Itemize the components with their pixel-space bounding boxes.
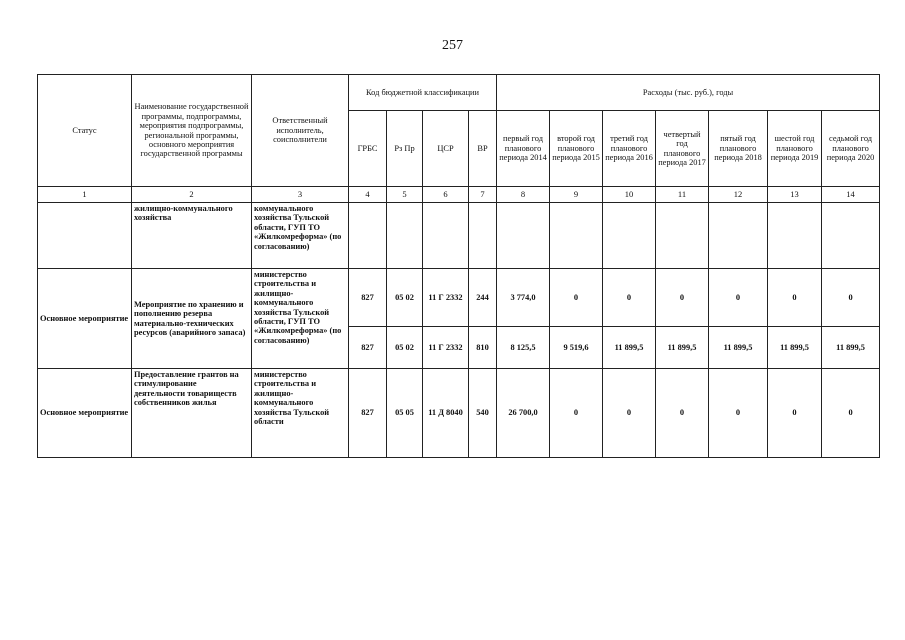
budget-table <box>37 74 880 458</box>
cell-rzpr: 05 05 <box>387 369 423 458</box>
cell-2016: 0 <box>603 269 656 327</box>
cell-2018: 11 899,5 <box>709 327 768 369</box>
cell-2017 <box>656 203 709 269</box>
header-name: Наименование государственной программы, подпрограммы, мероприятия подпрограммы, региональной программы, основного мероприятия государственной программы <box>132 75 252 187</box>
column-number: 3 <box>252 187 349 203</box>
cell-2015 <box>550 203 603 269</box>
cell-2020: 0 <box>822 269 880 327</box>
column-number: 9 <box>550 187 603 203</box>
cell-2018: 0 <box>709 269 768 327</box>
cell-grbs: 827 <box>349 369 387 458</box>
cell-2016 <box>603 203 656 269</box>
cell-2019: 0 <box>768 369 822 458</box>
header-budget-codes: Код бюджетной классификации <box>349 75 497 111</box>
row-status: Основное мероприятие <box>38 369 132 458</box>
column-number: 12 <box>709 187 768 203</box>
column-number: 4 <box>349 187 387 203</box>
cell-grbs: 827 <box>349 327 387 369</box>
column-number: 13 <box>768 187 822 203</box>
row-status: Основное мероприятие <box>38 269 132 369</box>
header-year-2016: третий год планового периода 2016 <box>603 111 656 187</box>
header-status: Статус <box>38 75 132 187</box>
cell-vr <box>469 203 497 269</box>
cell-2014: 3 774,0 <box>497 269 550 327</box>
cell-2015: 0 <box>550 269 603 327</box>
table-row <box>38 369 880 458</box>
header-year-2019: шестой год планового периода 2019 <box>768 111 822 187</box>
page-number: 257 <box>442 38 463 53</box>
cell-2020: 0 <box>822 369 880 458</box>
header-year-2014: первый год планового периода 2014 <box>497 111 550 187</box>
header-csr: ЦСР <box>423 111 469 187</box>
header-year-2020: седьмой год планового периода 2020 <box>822 111 880 187</box>
column-numbers-row <box>38 187 880 203</box>
cell-2019: 0 <box>768 269 822 327</box>
cell-rzpr: 05 02 <box>387 327 423 369</box>
cell-2020: 11 899,5 <box>822 327 880 369</box>
cell-2019 <box>768 203 822 269</box>
row-executor: коммунального хозяйства Тульской области, ГУП ТО «Жилкомреформа» (по согласованию) <box>252 203 349 269</box>
column-number: 5 <box>387 187 423 203</box>
row-executor: министерство строительства и жилищно-коммунального хозяйства Тульской области <box>252 369 349 458</box>
header-year-2015: второй год планового периода 2015 <box>550 111 603 187</box>
cell-2020 <box>822 203 880 269</box>
column-number: 11 <box>656 187 709 203</box>
column-number: 14 <box>822 187 880 203</box>
cell-csr <box>423 203 469 269</box>
cell-2015: 9 519,6 <box>550 327 603 369</box>
cell-vr: 244 <box>469 269 497 327</box>
row-name: Предоставление грантов на стимулирование деятельности товариществ собственников жилья <box>132 369 252 458</box>
cell-2019: 11 899,5 <box>768 327 822 369</box>
table-row <box>38 203 880 269</box>
header-rzpr: Рз Пр <box>387 111 423 187</box>
row-status <box>38 203 132 269</box>
cell-2016: 0 <box>603 369 656 458</box>
table-row <box>38 269 880 327</box>
cell-2018 <box>709 203 768 269</box>
header-year-2018: пятый год планового периода 2018 <box>709 111 768 187</box>
cell-vr: 540 <box>469 369 497 458</box>
cell-grbs <box>349 203 387 269</box>
cell-csr: 11 Д 8040 <box>423 369 469 458</box>
header-vr: ВР <box>469 111 497 187</box>
cell-csr: 11 Г 2332 <box>423 327 469 369</box>
column-number: 10 <box>603 187 656 203</box>
cell-vr: 810 <box>469 327 497 369</box>
cell-grbs: 827 <box>349 269 387 327</box>
cell-csr: 11 Г 2332 <box>423 269 469 327</box>
column-number: 1 <box>38 187 132 203</box>
row-name: жилищно-коммунального хозяйства <box>132 203 252 269</box>
header-grbs: ГРБС <box>349 111 387 187</box>
cell-rzpr <box>387 203 423 269</box>
cell-rzpr: 05 02 <box>387 269 423 327</box>
cell-2017: 0 <box>656 269 709 327</box>
cell-2014 <box>497 203 550 269</box>
cell-2018: 0 <box>709 369 768 458</box>
cell-2014: 26 700,0 <box>497 369 550 458</box>
header-executor: Ответственный исполнитель, соисполнители <box>252 75 349 187</box>
cell-2016: 11 899,5 <box>603 327 656 369</box>
cell-2015: 0 <box>550 369 603 458</box>
cell-2014: 8 125,5 <box>497 327 550 369</box>
column-number: 8 <box>497 187 550 203</box>
cell-2017: 0 <box>656 369 709 458</box>
header-expenses: Расходы (тыс. руб.), годы <box>497 75 880 111</box>
column-number: 2 <box>132 187 252 203</box>
row-name: Мероприятие по хранению и пополнению резерва материально-технических ресурсов (аварийного запаса) <box>132 269 252 369</box>
cell-2017: 11 899,5 <box>656 327 709 369</box>
row-executor: министерство строительства и жилищно-коммунального хозяйства Тульской области, ГУП ТО «Жилкомреформа» (по согласованию) <box>252 269 349 369</box>
column-number: 6 <box>423 187 469 203</box>
column-number: 7 <box>469 187 497 203</box>
header-year-2017: четвертый год планового периода 2017 <box>656 111 709 187</box>
